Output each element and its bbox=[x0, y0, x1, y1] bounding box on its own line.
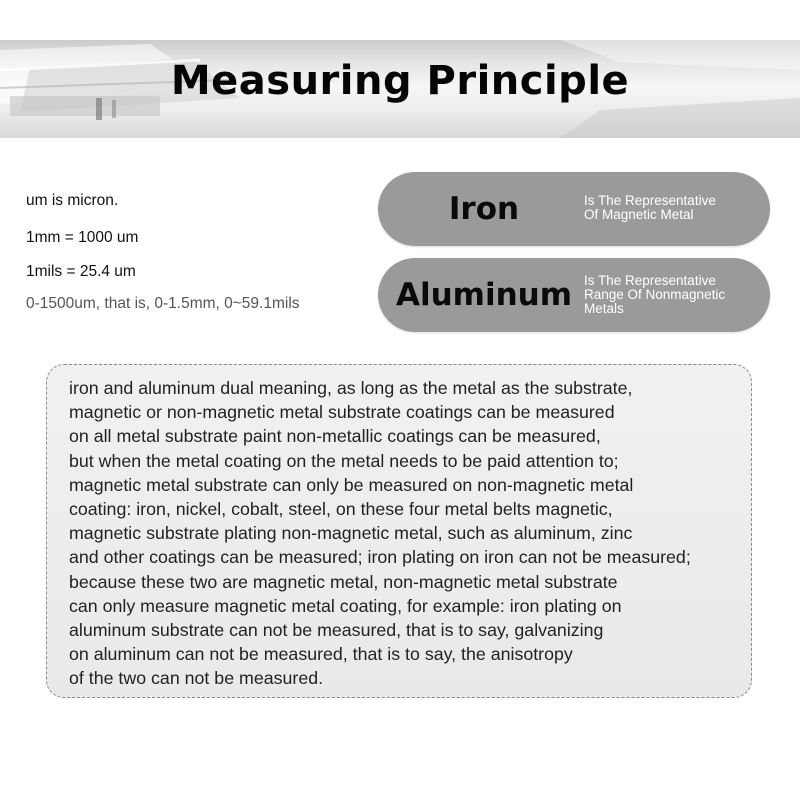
aluminum-description: Is The Representative Range Of Nonmagnetic Metals bbox=[584, 273, 726, 316]
iron-badge bbox=[378, 172, 770, 246]
iron-label: Iron bbox=[448, 191, 520, 227]
header-banner bbox=[0, 40, 800, 138]
explanation-box bbox=[46, 364, 752, 698]
mm-conversion: 1mm = 1000 um bbox=[26, 229, 139, 246]
explanation-line: of the two can not be measured. bbox=[69, 668, 324, 689]
explanation-line: iron and aluminum dual meaning, as long as the metal as the substrate, bbox=[69, 378, 633, 398]
explanation-line: magnetic metal substrate can only be measured on non-magnetic metal bbox=[69, 474, 634, 495]
aluminum-badge bbox=[378, 258, 770, 332]
explanation-line: magnetic substrate plating non-magnetic metal, such as aluminum, zinc bbox=[69, 523, 633, 544]
mils-conversion: 1mils = 25.4 um bbox=[26, 263, 136, 280]
explanation-line: because these two are magnetic metal, non-magnetic metal substrate bbox=[69, 571, 618, 592]
explanation-line: magnetic or non-magnetic metal substrate coatings can be measured bbox=[69, 402, 615, 423]
aluminum-label: Aluminum bbox=[395, 277, 573, 313]
iron-description: Is The Representative Of Magnetic Metal bbox=[584, 193, 716, 222]
explanation-line: coating: iron, nickel, cobalt, steel, on these four metal belts magnetic, bbox=[69, 499, 613, 520]
page-title: Measuring Principle bbox=[170, 58, 630, 104]
micron-definition: um is micron. bbox=[26, 192, 119, 209]
measuring-range: 0-1500um, that is, 0-1.5mm, 0~59.1mils bbox=[26, 295, 300, 312]
explanation-line: can only measure magnetic metal coating, for example: iron plating on bbox=[69, 595, 622, 616]
explanation-line: on aluminum can not be measured, that is to say, the anisotropy bbox=[69, 644, 573, 665]
explanation-line: and other coatings can be measured; iron plating on iron can not be measured; bbox=[69, 547, 691, 568]
explanation-line: aluminum substrate can not be measured, that is to say, galvanizing bbox=[69, 620, 604, 641]
explanation-line: but when the metal coating on the metal needs to be paid attention to; bbox=[69, 450, 619, 471]
explanation-line: on all metal substrate paint non-metallic coatings can be measured, bbox=[69, 426, 601, 447]
explanation-text bbox=[69, 376, 691, 691]
